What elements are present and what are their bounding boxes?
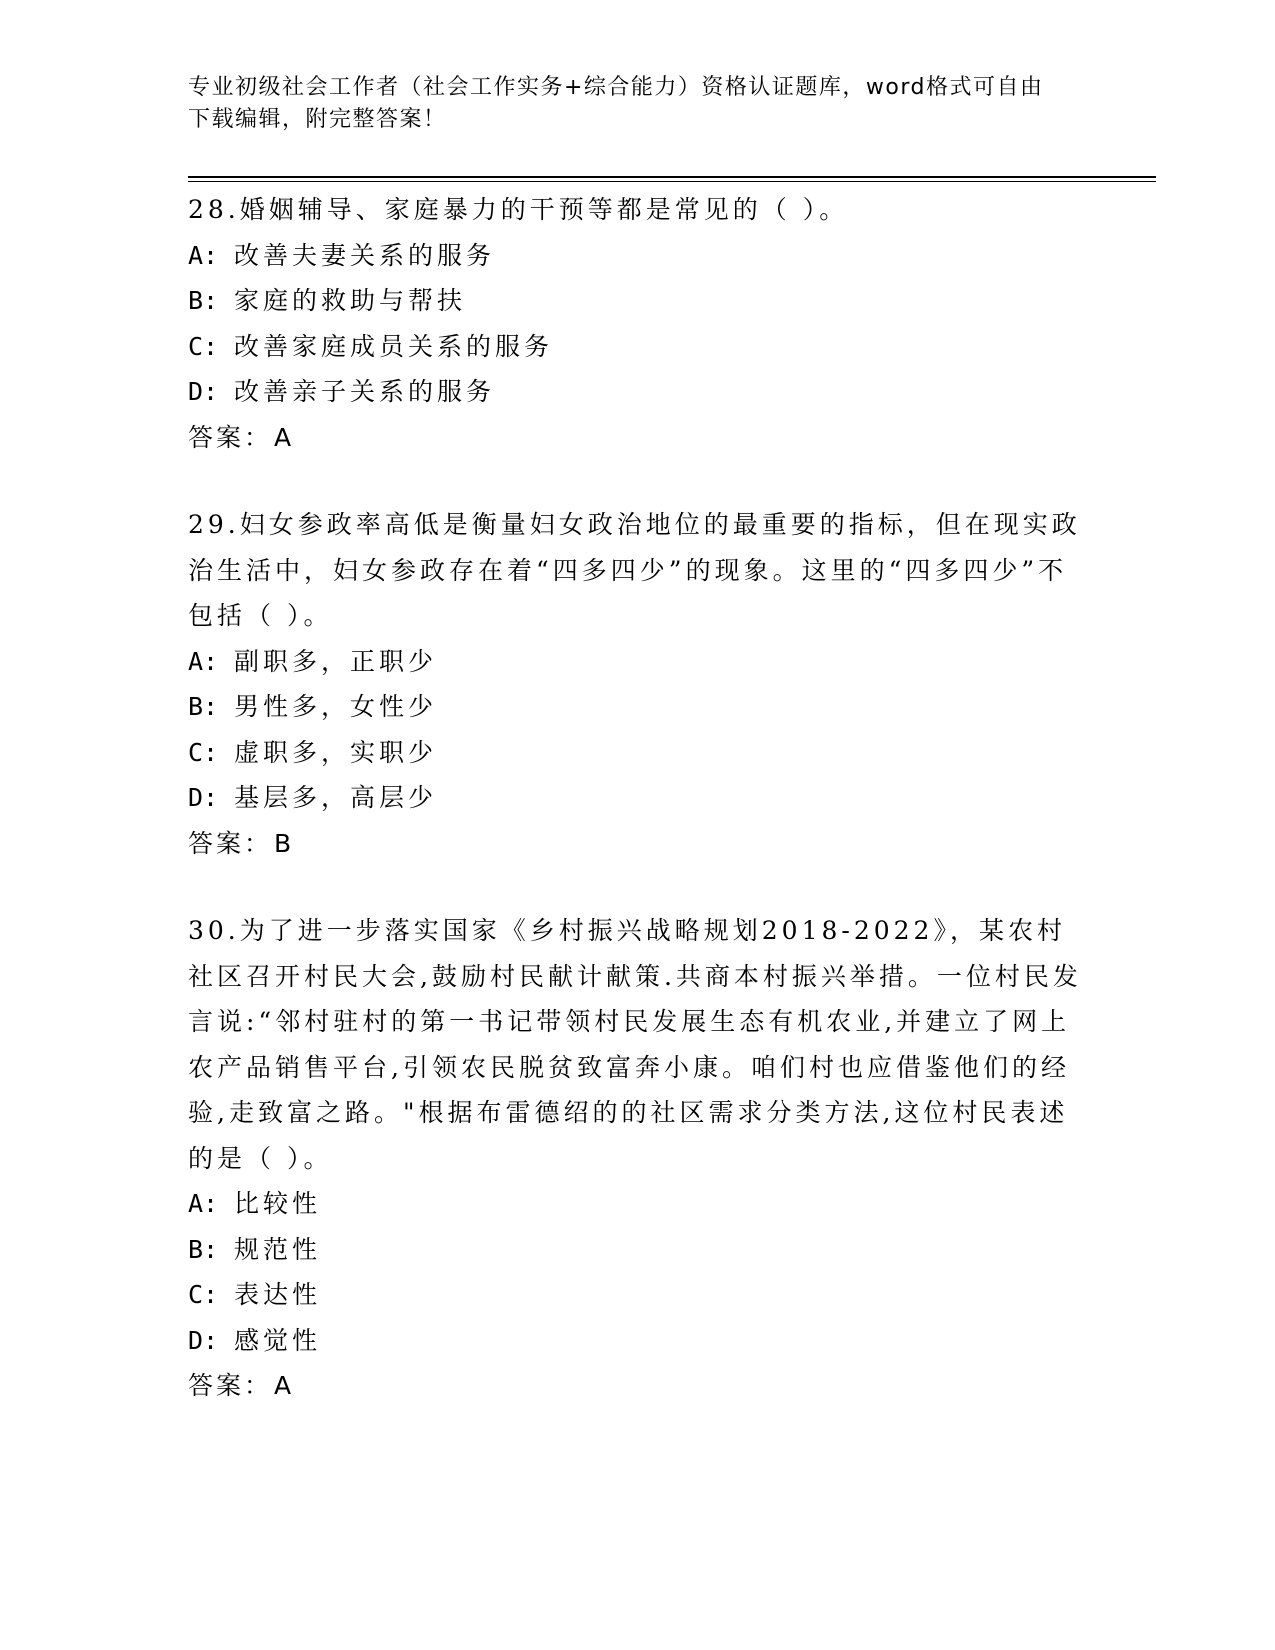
option-text: 改善夫妻关系的服务 [234, 240, 496, 270]
answer-label: 答案： [188, 828, 273, 858]
option-text: 改善亲子关系的服务 [234, 377, 496, 406]
option-text: 男性多，女性少 [234, 692, 438, 721]
option-text: 改善家庭成员关系的服务 [234, 331, 554, 361]
option-a [188, 1181, 1088, 1227]
document-header [188, 72, 1088, 136]
option-key: D: [188, 1325, 219, 1355]
option-c [188, 730, 1088, 776]
question-stem: 30.为了进一步落实国家《乡村振兴战略规划2018-2022》，某农村社区召开村民大会,鼓励村民献计献策.共商本村振兴举措。一位村民发言说:“邻村驻村的第一书记带领村民发展生态有机农业,并建立了网上农产品销售平台,引领农民脱贫致富奔小康。咱们村也应借鉴他们的经验,走致富之路。"根据布雷德绍的的社区需求分类方法,这位村民表述的是（ ）。 [188, 916, 1082, 1173]
header-line-1: 专业初级社会工作者（社会工作实务+综合能力）资格认证题库，word格式可自由 [188, 75, 1044, 100]
answer-line [188, 415, 1088, 461]
option-b [188, 278, 1088, 324]
header-divider-thin [188, 181, 1156, 182]
option-b [188, 1227, 1088, 1273]
option-c [188, 1272, 1088, 1318]
answer-line [188, 821, 1088, 867]
header-divider-thick [188, 176, 1156, 178]
option-key: A: [188, 1189, 219, 1218]
option-text: 感觉性 [234, 1325, 322, 1355]
question-30 [188, 908, 1088, 1409]
answer-value: A [274, 422, 295, 452]
option-key: C: [188, 1280, 219, 1309]
question-stem: 28.婚姻辅导、家庭暴力的干预等都是常见的（ ）。 [188, 195, 849, 224]
option-a [188, 639, 1088, 685]
option-c [188, 324, 1088, 370]
header-line-2: 下载编辑，附完整答案！ [188, 107, 447, 132]
answer-label: 答案： [188, 1371, 273, 1400]
option-d [188, 775, 1088, 821]
question-29 [188, 502, 1088, 866]
option-text: 副职多，正职少 [234, 646, 438, 676]
option-key: D: [188, 377, 219, 406]
question-stem: 29.妇女参政率高低是衡量妇女政治地位的最重要的指标，但在现实政治生活中，妇女参政存在着“四多四少”的现象。这里的“四多四少”不包括（ ）。 [188, 510, 1081, 630]
question-28 [188, 187, 1088, 460]
option-d [188, 369, 1088, 415]
option-key: C: [188, 331, 219, 361]
question-list [188, 187, 1088, 1451]
option-d [188, 1318, 1088, 1364]
option-text: 比较性 [234, 1189, 322, 1218]
option-text: 家庭的救助与帮扶 [234, 286, 467, 315]
option-text: 规范性 [234, 1234, 322, 1264]
option-a [188, 233, 1088, 279]
option-key: B: [188, 1234, 219, 1264]
answer-label: 答案： [188, 422, 273, 452]
option-key: D: [188, 783, 219, 812]
option-key: B: [188, 286, 219, 315]
option-key: B: [188, 692, 219, 721]
option-key: A: [188, 646, 219, 676]
option-key: C: [188, 737, 219, 767]
option-text: 表达性 [234, 1280, 322, 1309]
option-text: 虚职多，实职少 [234, 737, 438, 767]
answer-value: A [274, 1371, 295, 1400]
option-text: 基层多，高层少 [234, 783, 438, 812]
answer-value: B [274, 828, 295, 858]
answer-line [188, 1363, 1088, 1409]
option-key: A: [188, 240, 219, 270]
option-b [188, 684, 1088, 730]
